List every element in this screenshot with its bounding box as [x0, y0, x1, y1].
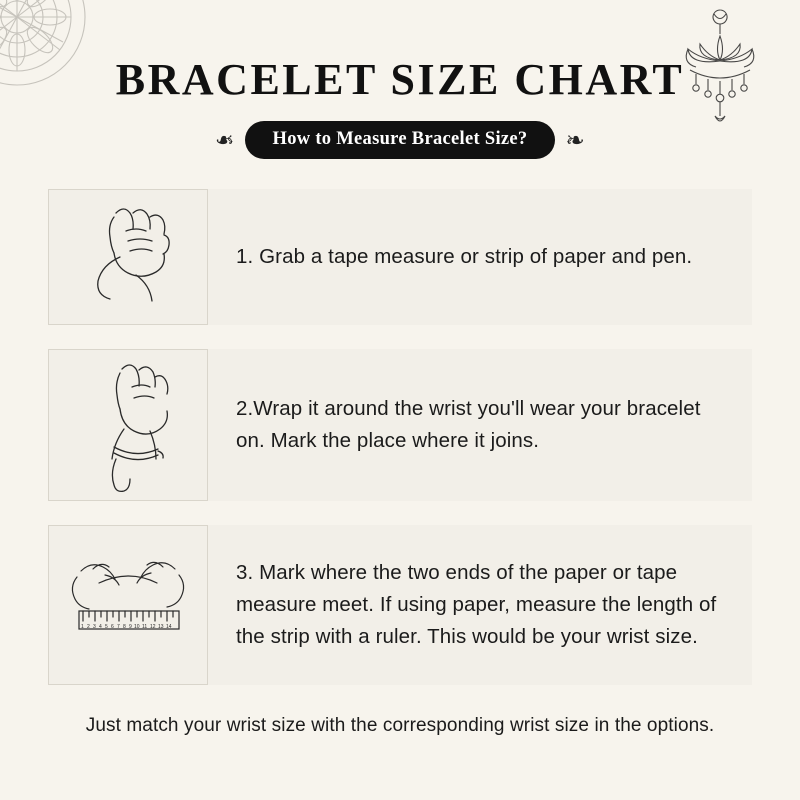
svg-text:13: 13	[158, 624, 164, 630]
svg-text:14: 14	[166, 624, 172, 630]
page-title: BRACELET SIZE CHART	[115, 55, 685, 104]
svg-text:10: 10	[134, 624, 140, 630]
footer-note: Just match your wrist size with the corresponding wrist size in the options.	[85, 715, 715, 736]
subtitle-row	[0, 121, 800, 159]
hand-wrist-wrap-icon	[48, 349, 208, 501]
subtitle-badge: How to Measure Bracelet Size?	[245, 121, 556, 159]
step-item	[48, 189, 752, 325]
hands-ruler-measure-icon	[48, 525, 208, 685]
svg-text:11: 11	[142, 624, 148, 630]
svg-text:3: 3	[93, 624, 96, 630]
svg-text:1: 1	[81, 624, 84, 630]
step-text: 3. Mark where the two ends of the paper or tape measure meet. If using paper, measure the length of the strip with a ruler. This would be your wrist size.	[236, 561, 717, 648]
step-item	[48, 349, 752, 501]
svg-text:7: 7	[117, 624, 120, 630]
steps-list	[0, 189, 800, 685]
svg-text:2: 2	[87, 624, 90, 630]
step-text: 2.Wrap it around the wrist you'll wear your bracelet on. Mark the place where it joins.	[236, 397, 701, 452]
svg-text:8: 8	[123, 624, 126, 630]
hand-fist-tape-icon	[48, 189, 208, 325]
svg-text:4: 4	[99, 624, 102, 630]
svg-text:9: 9	[129, 624, 132, 630]
flourish-right-icon: ❧	[565, 127, 585, 153]
svg-text:6: 6	[111, 624, 114, 630]
step-item	[48, 525, 752, 685]
svg-text:5: 5	[105, 624, 108, 630]
flourish-left-icon: ❧	[215, 127, 235, 153]
svg-text:12: 12	[150, 624, 156, 630]
step-text: 1. Grab a tape measure or strip of paper and pen.	[236, 245, 693, 269]
